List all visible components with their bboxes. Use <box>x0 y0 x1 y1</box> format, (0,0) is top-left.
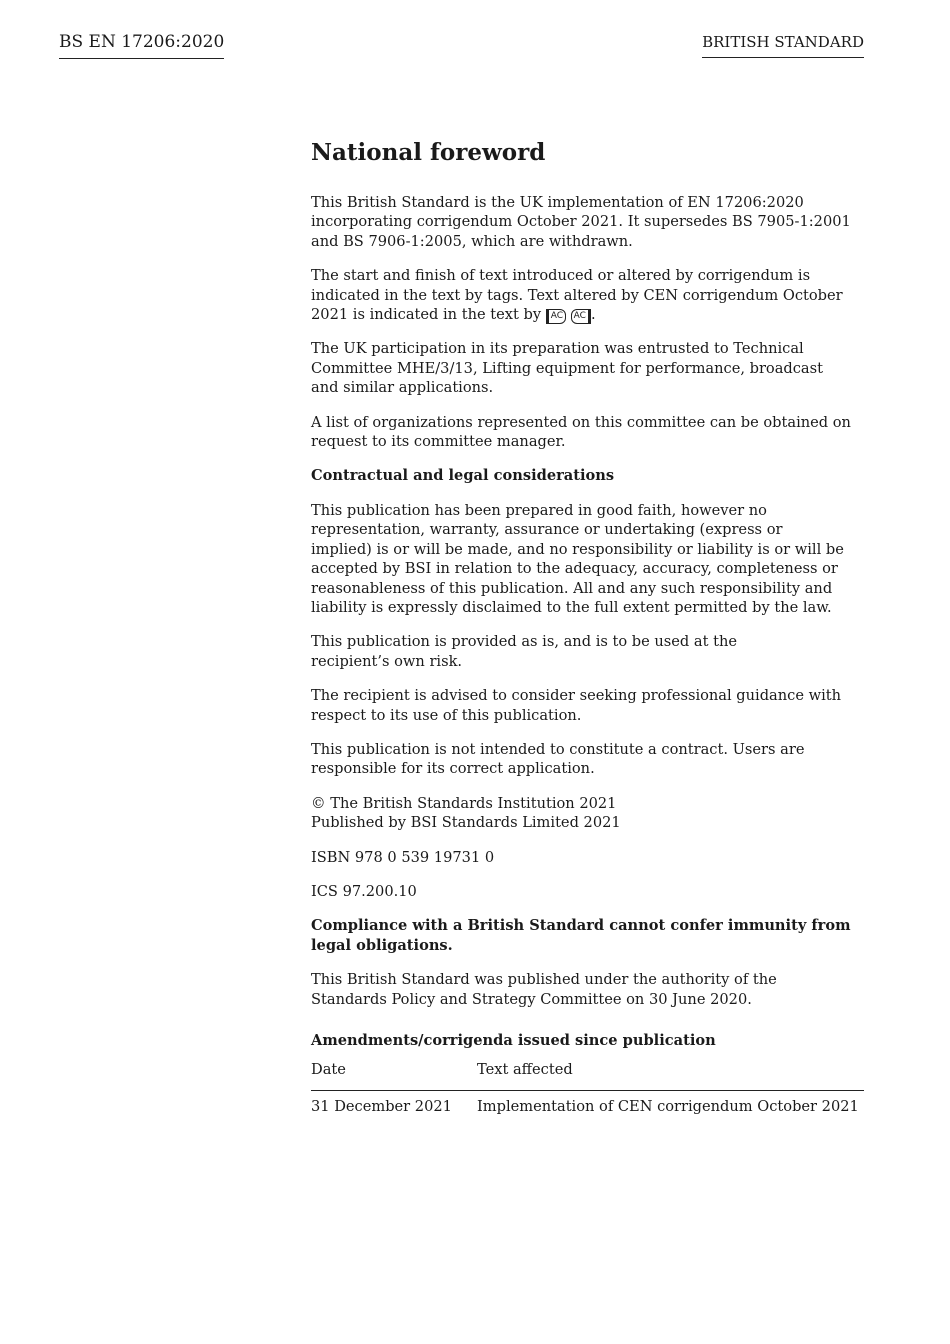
ics-code: ICS 97.200.10 <box>311 882 417 900</box>
column-header-date: Date <box>311 1060 477 1090</box>
text-line: legal obligations. <box>311 936 453 954</box>
text-line: Standards Policy and Strategy Committee on 30 June 2020. <box>311 990 752 1008</box>
text-line: © The British Standards Institution 2021 <box>311 794 617 812</box>
text-line: A list of organizations represented on this committee can be obtained on <box>311 413 851 431</box>
text-line: liability is expressly disclaimed to the full extent permitted by the law. <box>311 598 832 616</box>
text-line: This British Standard was published under the authority of the <box>311 971 777 989</box>
compliance-notice <box>311 916 864 955</box>
text-line: This publication has been prepared in good faith, however no <box>311 501 767 519</box>
text-line: recipient’s own risk. <box>311 652 463 670</box>
text-line: incorporating corrigendum October 2021. It supersedes BS 7905-1:2001 <box>311 213 851 231</box>
contractual-heading: Contractual and legal considerations <box>311 467 615 485</box>
paragraph-own-risk <box>311 632 864 671</box>
copyright-notice <box>311 794 864 833</box>
paragraph-implementation <box>311 193 864 251</box>
text-line: Compliance with a British Standard cannot confer immunity from <box>311 917 851 935</box>
text-line: The recipient is advised to consider seeking professional guidance with <box>311 687 842 705</box>
text-line: responsible for its correct application. <box>311 760 595 778</box>
text-line: indicated in the text by tags. Text altered by CEN corrigendum October <box>311 286 843 304</box>
paragraph-good-faith <box>311 501 864 617</box>
table-header-row <box>311 1060 864 1090</box>
paragraph-corrigendum-tags <box>311 266 864 324</box>
ac-open-tag-icon: AC <box>546 309 566 324</box>
text-line: accepted by BSI in relation to the adequacy, accuracy, completeness or <box>311 560 838 578</box>
text-line: The start and finish of text introduced or altered by corrigendum is <box>311 267 811 285</box>
sentence-end: . <box>590 306 596 324</box>
ac-close-tag-icon: AC <box>571 309 591 324</box>
paragraph-committee <box>311 339 864 397</box>
cell-text-affected: Implementation of CEN corrigendum October 2021 <box>477 1097 859 1115</box>
table-row <box>311 1090 864 1116</box>
paragraph-organizations <box>311 413 864 452</box>
text-line: implied) is or will be made, and no responsibility or liability is or will be <box>311 540 844 558</box>
text-line: This British Standard is the UK implementation of EN 17206:2020 <box>311 194 804 211</box>
text-line: reasonableness of this publication. All and any such responsibility and <box>311 579 833 597</box>
column-header-text-affected: Text affected <box>477 1060 864 1090</box>
amendments-title: Amendments/corrigenda issued since publication <box>311 1032 716 1049</box>
page-title: National foreword <box>311 139 546 166</box>
isbn: ISBN 978 0 539 19731 0 <box>311 848 495 866</box>
paragraph-authority <box>311 970 864 1009</box>
document-id: BS EN 17206:2020 <box>59 31 224 59</box>
document-category: BRITISH STANDARD <box>702 32 864 58</box>
text-line: This publication is not intended to constitute a contract. Users are <box>311 740 805 758</box>
text-line: This publication is provided as is, and is to be used at the <box>311 633 738 651</box>
text-line: respect to its use of this publication. <box>311 706 582 724</box>
text-line: The UK participation in its preparation was entrusted to Technical <box>311 340 804 358</box>
cell-date: 31 December 2021 <box>311 1097 452 1115</box>
paragraph-guidance <box>311 686 864 725</box>
paragraph-not-contract <box>311 740 864 779</box>
text-line: 2021 is indicated in the text by <box>311 306 542 324</box>
foreword-content <box>311 138 864 1116</box>
text-line: and similar applications. <box>311 379 494 397</box>
text-line: request to its committee manager. <box>311 433 566 451</box>
text-line: Published by BSI Standards Limited 2021 <box>311 814 621 832</box>
amendments-table <box>311 1060 864 1116</box>
text-line: representation, warranty, assurance or undertaking (express or <box>311 521 783 539</box>
text-line: Committee MHE/3/13, Lifting equipment for performance, broadcast <box>311 359 823 377</box>
text-line: and BS 7906-1:2005, which are withdrawn. <box>311 232 633 250</box>
